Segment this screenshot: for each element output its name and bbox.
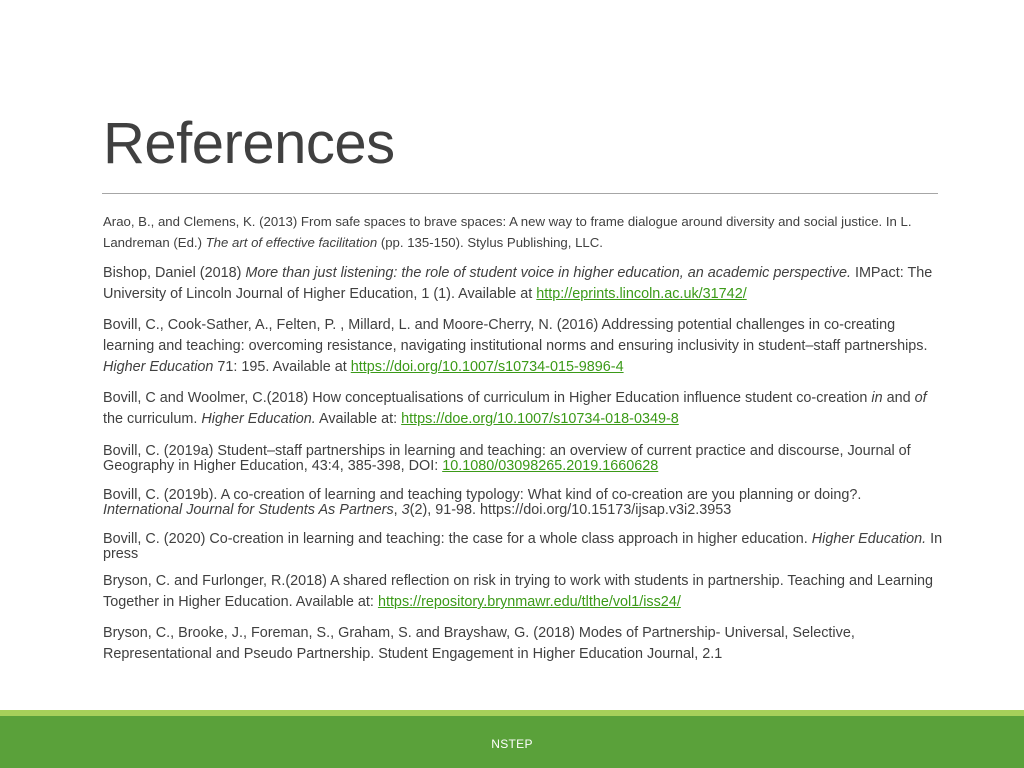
reference-bishop-2018: Bishop, Daniel (2018) More than just listening: the role of student voice in higher education, an academic perspective. IMPact: The University of Lincoln Journal of Higher Education, 1 (1). Available at http://eprints.lincoln.ac.uk/31742/ xyxy=(103,265,933,302)
reference-bryson-2018: Bryson, C., Brooke, J., Foreman, S., Graham, S. and Brayshaw, G. (2018) Modes of Partnership- Universal, Selective, Representational and Pseudo Partnership. Student Engagement in Higher Education Journal, 2.1 xyxy=(103,625,855,662)
footer-label: NSTEP xyxy=(491,737,533,751)
reference-bovill-2020: Bovill, C. (2020) Co-creation in learning and teaching: the case for a whole class approach in higher education. Higher Education. In press xyxy=(103,531,943,562)
title-divider xyxy=(102,193,938,194)
reference-link[interactable]: https://doi.org/10.1007/s10734-015-9896-4 xyxy=(350,359,624,375)
reference-link[interactable]: https://doe.org/10.1007/s10734-018-0349-8 xyxy=(401,411,679,427)
reference-arao-2013: Arao, B., and Clemens, K. (2013) From safe spaces to brave spaces: A new way to frame dialogue around diversity and social justice. In L. Landreman (Ed.) The art of effective facilitation (pp. 135-150). Stylus Publishing, LLC. xyxy=(103,214,912,250)
reference-bovill-2016: Bovill, C., Cook-Sather, A., Felten, P. , Millard, L. and Moore-Cherry, N. (2016) Addressing potential challenges in co-creating learning and teaching: overcoming resistance, navigating institutional norms and ensuring inclusivity in student–staff partnerships. Higher Education 71: 195. Available at https://doi.org/10.1007/s10734-015-9896-4 xyxy=(103,317,928,375)
reference-link[interactable]: http://eprints.lincoln.ac.uk/31742/ xyxy=(536,286,747,302)
reference-bovill-2019b: Bovill, C. (2019b). A co-creation of learning and teaching typology: What kind of co-creation are you planning or doing?. International Journal for Students As Partners, 3(2), 91-98. https://doi.org/10.15173/ijsap.v3i2.3953 xyxy=(103,487,862,518)
slide-title: References xyxy=(103,111,395,176)
reference-bryson-furlonger-2018: Bryson, C. and Furlonger, R.(2018) A shared reflection on risk in trying to work with students in partnership. Teaching and Learning Together in Higher Education. Available at: https://repository.brynmawr.edu/tlthe/vol1/iss24/ xyxy=(103,573,934,610)
reference-link[interactable]: https://repository.brynmawr.edu/tlthe/vol1/iss24/ xyxy=(377,594,681,610)
reference-link[interactable]: 10.1080/03098265.2019.1660628 xyxy=(442,458,659,474)
reference-bovill-woolmer-2018: Bovill, C and Woolmer, C.(2018) How conceptualisations of curriculum in Higher Education influence student co-creation in and of the curriculum. Higher Education. Available at: https://doe.org/10.1007/s10734-018-0349-8 xyxy=(103,390,927,427)
reference-bovill-2019a: Bovill, C. (2019a) Student–staff partnerships in learning and teaching: an overview of current practice and discourse, Journal of Geography in Higher Education, 43:4, 385-398, DOI: 10.1080/03098265.2019.1660628 xyxy=(103,443,911,474)
reference-list xyxy=(103,211,943,665)
